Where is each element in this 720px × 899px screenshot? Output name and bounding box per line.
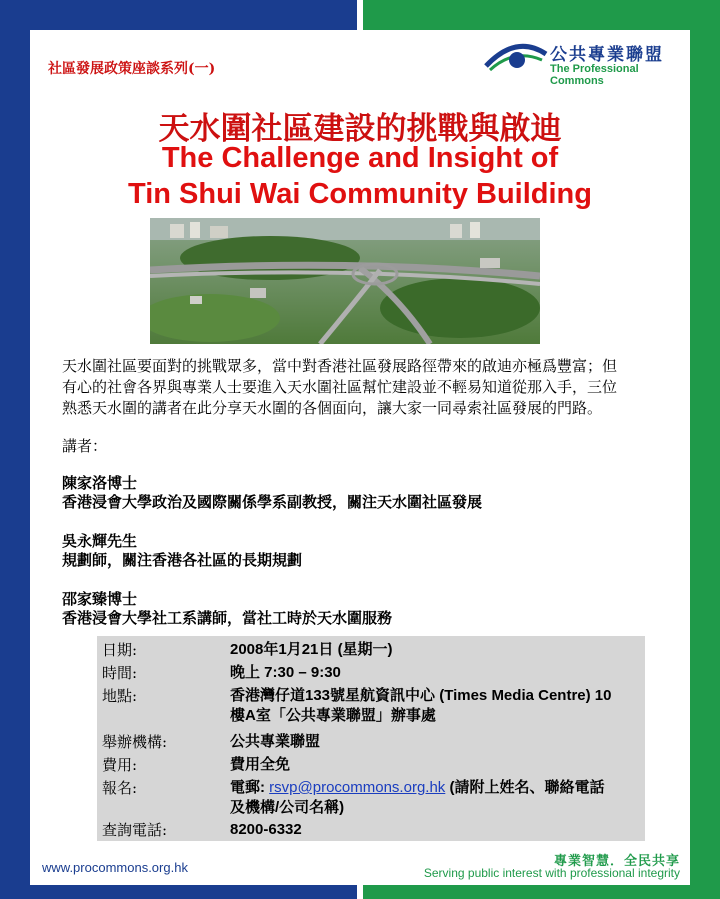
- speaker-role: 香港浸會大學政治及國際關係學系副教授，關注天水圍社區發展: [62, 493, 483, 511]
- logo-name-en: The Professional Commons: [550, 63, 639, 87]
- register-prefix: 電郵:: [230, 779, 270, 796]
- bottom-border-green: [363, 885, 720, 899]
- register-suffix: (請附上姓名、聯絡電話: [445, 779, 605, 796]
- intro-line: 天水圍社區要面對的挑戰眾多，當中對香港社區發展路徑帶來的啟迪亦極爲豐富；但: [62, 357, 618, 375]
- speaker-name: 邵家臻博士: [62, 590, 138, 608]
- speaker-name: 陳家洛博士: [62, 474, 138, 492]
- footer-slogan-en: Serving public interest with professional integrity: [423, 866, 680, 880]
- venue-line1: 香港灣仔道133號星航資訊中心 (Times Media Centre) 10: [230, 687, 612, 704]
- enquiry-label: 查詢電話:: [102, 821, 168, 839]
- speaker-block: [62, 590, 392, 628]
- top-border-green: [363, 0, 720, 30]
- title-english-line1: The Challenge and Insight of: [161, 142, 559, 174]
- speaker-role: 規劃師，關注香港各社區的長期規劃: [62, 551, 303, 569]
- speaker-block: [62, 474, 482, 512]
- time-label: 時間:: [102, 664, 138, 682]
- intro-line: 有心的社會各界與專業人士要進入天水圍社區幫忙建設並不輕易知道從那入手，三位: [62, 378, 618, 396]
- speaker-block: [62, 532, 302, 570]
- bottom-border-blue: [0, 885, 357, 899]
- fee-label: 費用:: [102, 756, 138, 774]
- venue-label: 地點:: [102, 687, 138, 705]
- enquiry-value: 8200-6332: [230, 821, 302, 838]
- title-english-line2: Tin Shui Wai Community Building: [128, 178, 592, 210]
- footer-website-url[interactable]: www.procommons.org.hk: [42, 860, 188, 875]
- series-title: 社區發展政策座談系列(一): [48, 61, 216, 77]
- title-chinese: 天水圍社區建設的挑戰與啟迪: [158, 111, 562, 147]
- date-value: 2008年1月21日 (星期一): [230, 641, 393, 658]
- organizer-value: 公共專業聯盟: [230, 733, 321, 750]
- fee-value: 費用全免: [230, 756, 291, 773]
- intro-line: 熟悉天水圍的講者在此分享天水圍的各個面向，讓大家一同尋索社區發展的門路。: [62, 399, 603, 417]
- venue-value: [230, 686, 635, 726]
- register-label: 報名:: [102, 779, 138, 797]
- speaker-name: 吳永輝先生: [62, 532, 138, 550]
- logo-name-cn: 公共專業聯盟: [550, 45, 664, 64]
- register-line2: 及機構/公司名稱): [230, 799, 345, 816]
- date-label: 日期:: [102, 641, 138, 659]
- professional-commons-logo: [484, 40, 694, 87]
- register-line1: [230, 778, 635, 798]
- speakers-label: 講者：: [62, 437, 108, 455]
- aerial-photo-image: [150, 218, 540, 344]
- venue-line2: 樓A室「公共專業聯盟」辦事處: [230, 707, 436, 724]
- organizer-label: 舉辦機構:: [102, 733, 168, 751]
- top-border-blue: [0, 0, 357, 30]
- register-value: [230, 778, 635, 818]
- footer-slogan-cn: 專業智慧．全民共享: [553, 853, 680, 868]
- register-email-link[interactable]: rsvp@procommons.org.hk: [269, 779, 446, 796]
- event-info-box: [97, 636, 645, 841]
- time-value: 晚上 7:30 – 9:30: [230, 664, 341, 681]
- speaker-role: 香港浸會大學社工系講師，當社工時於天水圍服務: [62, 609, 393, 627]
- eye-logo-icon: [484, 40, 548, 76]
- intro-paragraph: [62, 356, 662, 419]
